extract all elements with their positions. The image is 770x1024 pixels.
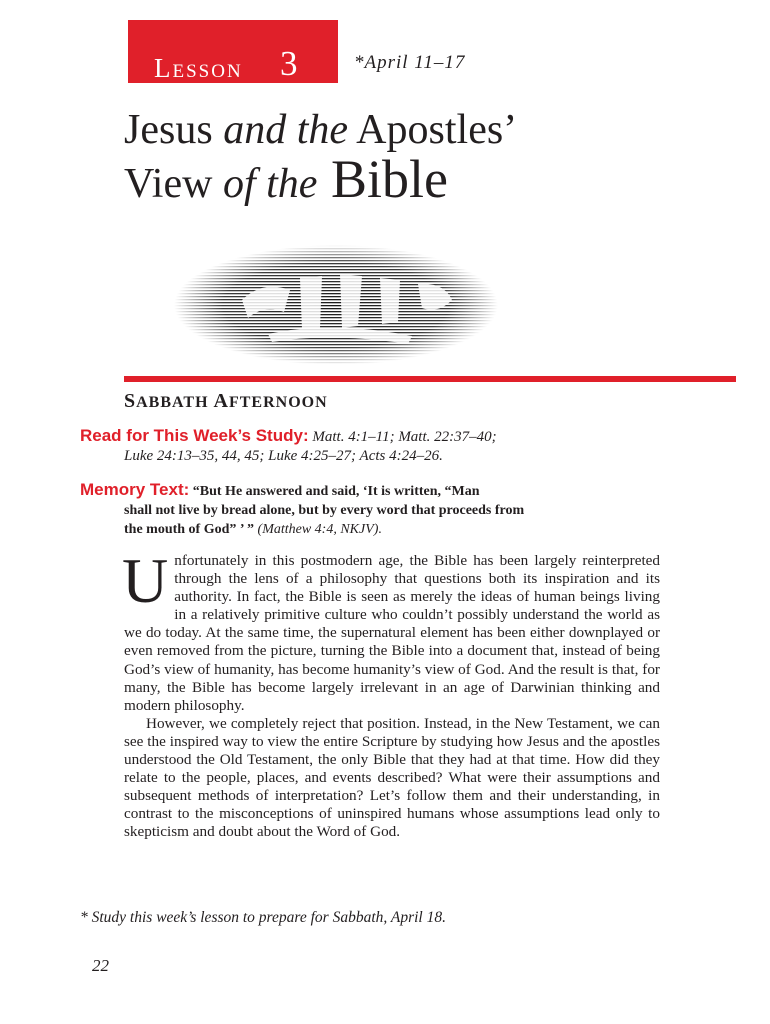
lesson-label: LESSON — [154, 53, 243, 83]
body-paragraph-1: Unfortunately in this postmodern age, the Bible has been largely reinterpreted through the lens of a philosophy that questions both its inspiration and its authority. In fact, the Bible is seen as merely the ideas of human beings living in a relatively primitive culture who couldn’t possibly understand the world as we do today. At the same time, the supernatural element has been either downplayed or even removed from the picture, turning the Bible into a document that, instead of being God’s view of humanity, has become humanity’s view of God. And the result is that, for many, the Bible has become largely irrelevant in an age of Darwinian thinking and modern philosophy. — [122, 545, 660, 714]
read-label: Read for This Week’s Study: — [80, 426, 309, 445]
lesson-body — [122, 545, 660, 842]
page-number: 22 — [92, 956, 109, 975]
section-heading: SABBATH AFTERNOON — [124, 390, 328, 412]
memory-label: Memory Text: — [80, 480, 190, 499]
read-references: Matt. 4:1–11; Matt. 22:37–40; — [308, 429, 497, 445]
memory-verse-line-3: the mouth of God” ’ ” — [124, 522, 255, 537]
body-paragraph-2: However, we completely reject that position. Instead, in the New Testament, we can see the inspired way to view the entire Scripture by studying how Jesus and the apostles understood the Old Testament, the only Bible that they had at that time. How did they relate to the people, places, and events described? What were their assumptions and subsequent methods of interpretation? Let’s follow them and their understanding, in contrast to the misconceptions of uninspired humans whose assumptions lead only to skepticism and doubt about the Word of God. — [124, 714, 660, 841]
memory-verse-line-2: shall not live by bread alone, but by every word that proceeds from — [124, 503, 525, 518]
footnote: * Study this week’s lesson to prepare for Sabbath, April 18. — [80, 909, 446, 926]
drop-cap: U — [122, 545, 169, 616]
read-references-continued: Luke 24:13–35, 44, 45; Luke 4:25–27; Acts 4:24–26. — [124, 448, 443, 464]
weekly-reading — [80, 426, 680, 466]
lesson-title-line-1: Jesus and the Apostles’ — [124, 107, 518, 153]
ancient-scroll-illustration-icon — [172, 242, 500, 368]
lesson-title-line-2: View of the Bible — [124, 149, 448, 209]
date-range: *April 11–17 — [354, 52, 466, 73]
section-divider — [124, 376, 736, 382]
memory-verse-line-1: “But He answered and said, ‘It is written, “Man — [189, 484, 480, 499]
memory-verse-reference: (Matthew 4:4, NKJV). — [254, 522, 382, 537]
memory-text-block — [80, 480, 680, 539]
lesson-banner — [128, 20, 338, 83]
lesson-number: 3 — [280, 44, 298, 83]
